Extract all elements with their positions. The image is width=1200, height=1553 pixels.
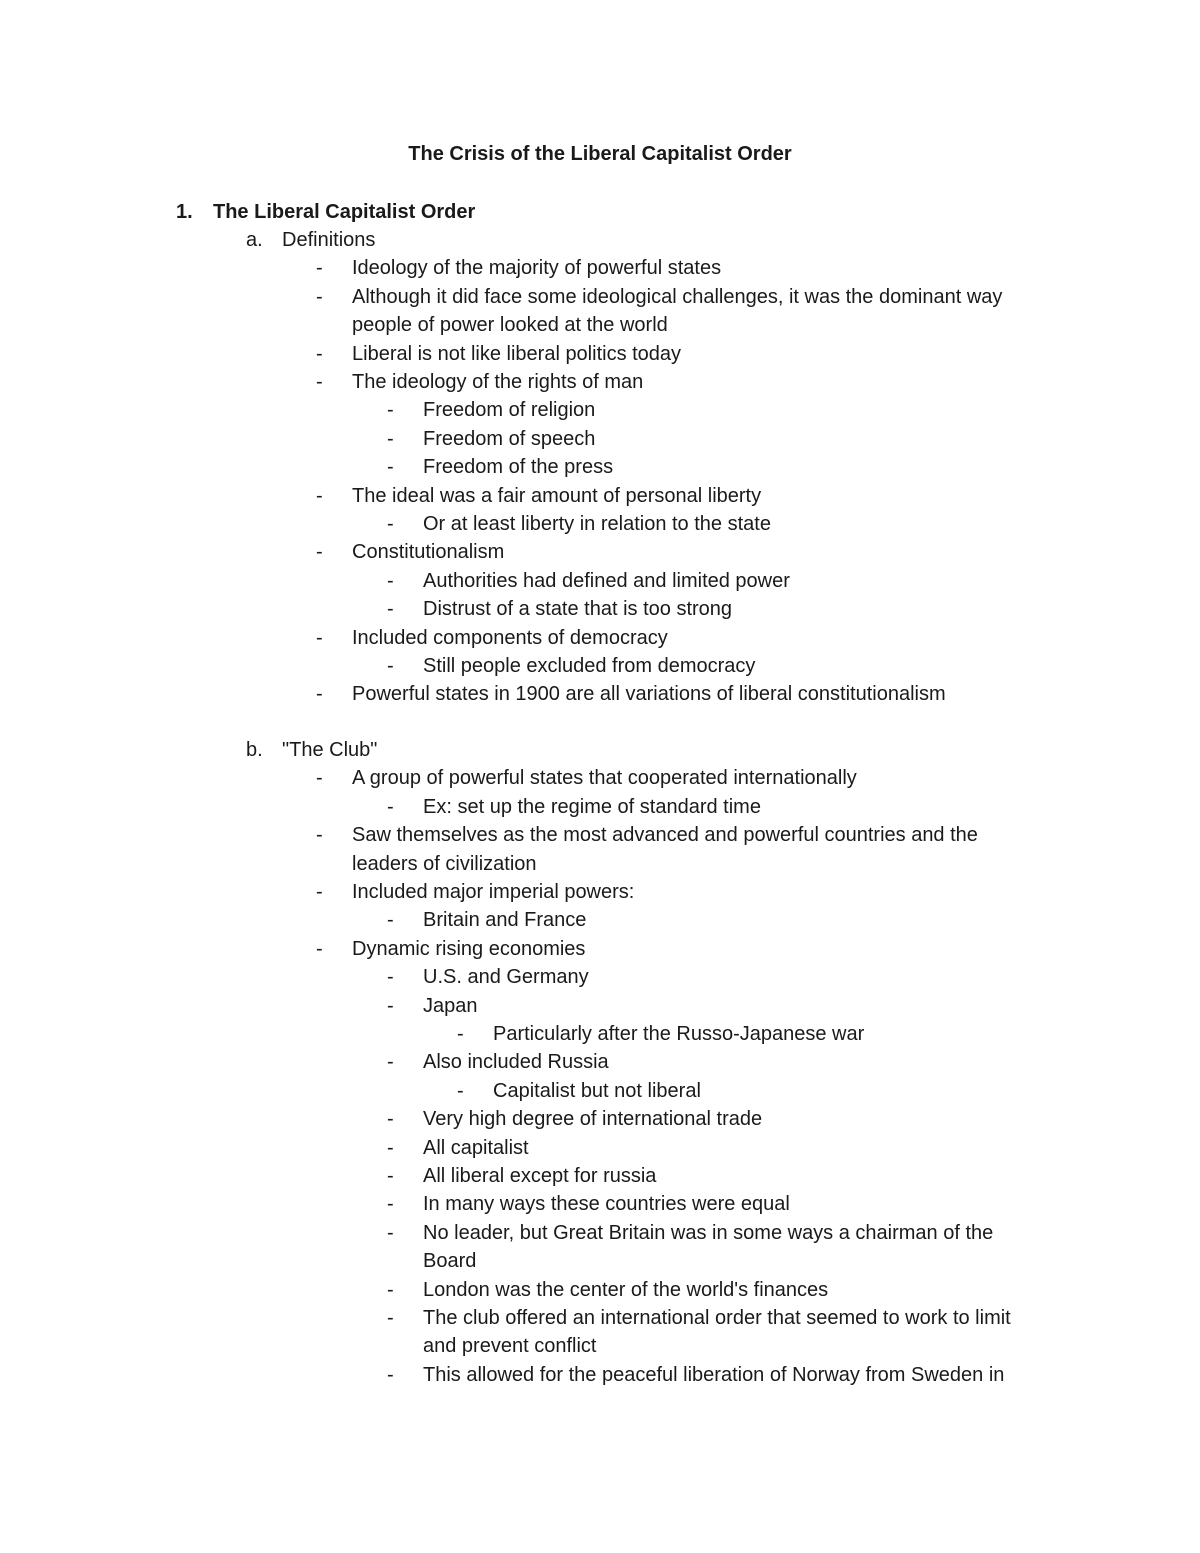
list-item-text: No leader, but Great Britain was in some ways a chairman of the <box>423 1221 994 1244</box>
list-item-text: Authorities had defined and limited power <box>423 569 790 592</box>
list-item-text: Also included Russia <box>423 1051 609 1074</box>
bullet-dash: - <box>387 1051 394 1074</box>
bullet-dash: - <box>316 371 323 393</box>
bullet-dash: - <box>387 1221 394 1244</box>
list-item-text: Freedom of the press <box>423 456 614 479</box>
list-item-text: A group of powerful states that cooperated internationally <box>352 767 857 790</box>
bullet-dash: - <box>387 909 394 932</box>
list-item-text: All capitalist <box>423 1136 529 1159</box>
bullet-dash: - <box>387 994 394 1017</box>
subsection-label: "The Club" <box>282 739 378 761</box>
bullet-dash: - <box>387 1108 394 1131</box>
bullet-dash: - <box>387 598 394 621</box>
list-item-text: Board <box>423 1250 477 1273</box>
list-item-text: Saw themselves as the most advanced and powerful countries and the <box>352 824 978 847</box>
list-item-text: Still people excluded from democracy <box>423 655 756 677</box>
list-item-text: Included major imperial powers: <box>352 881 635 903</box>
bullet-dash: - <box>387 655 394 677</box>
list-item-text: Powerful states in 1900 are all variations of liberal constitutionalism <box>352 683 946 706</box>
subsection-letter: b. <box>246 739 263 761</box>
list-item-text: Although it did face some ideological challenges, it was the dominant way <box>352 285 1003 308</box>
list-item-text: Ideology of the majority of powerful states <box>352 257 722 280</box>
bullet-dash: - <box>387 513 394 535</box>
section-heading <box>176 198 475 226</box>
section-number: 1. <box>176 201 193 223</box>
section-heading-text: The Liberal Capitalist Order <box>213 201 476 223</box>
list-item-text: The club offered an international order that seemed to work to limit <box>423 1307 1011 1329</box>
list-item-text: Very high degree of international trade <box>423 1108 763 1131</box>
bullet-dash: - <box>387 966 394 989</box>
bullet-dash: - <box>387 1193 394 1216</box>
bullet-dash: - <box>316 683 323 706</box>
list-item-text: Ex: set up the regime of standard time <box>423 795 761 818</box>
list-item-text: Included components of democracy <box>352 626 668 649</box>
bullet-dash: - <box>316 541 323 564</box>
bullet-dash: - <box>387 399 394 422</box>
list-item-text: Britain and France <box>423 909 587 932</box>
list-item-text: Freedom of speech <box>423 427 596 450</box>
subsection-letter: a. <box>246 229 263 251</box>
bullet-dash: - <box>316 824 323 847</box>
document-title: The Crisis of the Liberal Capitalist Order <box>408 143 792 165</box>
list-item-text: and prevent conflict <box>423 1335 597 1358</box>
bullet-dash: - <box>316 484 323 507</box>
list-item-text: Freedom of religion <box>423 399 596 422</box>
bullet-dash: - <box>316 257 323 280</box>
subsection-heading <box>246 736 377 764</box>
list-item-text: All liberal except for russia <box>423 1165 657 1187</box>
list-item-text: leaders of civilization <box>352 852 537 875</box>
bullet-dash: - <box>316 767 323 790</box>
list-item-text: This allowed for the peaceful liberation of Norway from Sweden in <box>423 1363 1005 1386</box>
list-item-text: Capitalist but not liberal <box>493 1079 701 1102</box>
bullet-dash: - <box>387 1278 394 1301</box>
list-item-text: U.S. and Germany <box>423 966 589 989</box>
list-item-text: Or at least liberty in relation to the state <box>423 513 771 535</box>
bullet-dash: - <box>387 1165 394 1187</box>
list-item-text: Japan <box>423 994 478 1017</box>
list-item-text: Dynamic rising economies <box>352 937 586 960</box>
bullet-dash: - <box>387 795 394 818</box>
bullet-dash: - <box>316 937 323 960</box>
bullet-dash: - <box>316 285 323 308</box>
list-item-text: London was the center of the world's finances <box>423 1278 829 1301</box>
list-item-text: Distrust of a state that is too strong <box>423 598 733 621</box>
list-item-text: In many ways these countries were equal <box>423 1193 790 1216</box>
bullet-dash: - <box>387 1307 394 1329</box>
bullet-dash: - <box>387 456 394 479</box>
list-item-text: Constitutionalism <box>352 541 505 564</box>
list-item-text: people of power looked at the world <box>352 314 668 337</box>
bullet-dash: - <box>457 1023 464 1045</box>
subsection-label: Definitions <box>282 229 376 251</box>
subsection-heading <box>246 226 375 254</box>
bullet-dash: - <box>316 342 323 365</box>
list-item-text: Liberal is not like liberal politics today <box>352 342 682 365</box>
list-item-text: The ideal was a fair amount of personal liberty <box>352 484 762 507</box>
bullet-dash: - <box>457 1079 464 1102</box>
bullet-dash: - <box>387 427 394 450</box>
bullet-dash: - <box>387 569 394 592</box>
bullet-dash: - <box>387 1136 394 1159</box>
list-item-text: Particularly after the Russo-Japanese war <box>493 1023 865 1045</box>
bullet-dash: - <box>387 1363 394 1386</box>
bullet-dash: - <box>316 881 323 903</box>
bullet-dash: - <box>316 626 323 649</box>
list-item-text: The ideology of the rights of man <box>352 371 644 393</box>
